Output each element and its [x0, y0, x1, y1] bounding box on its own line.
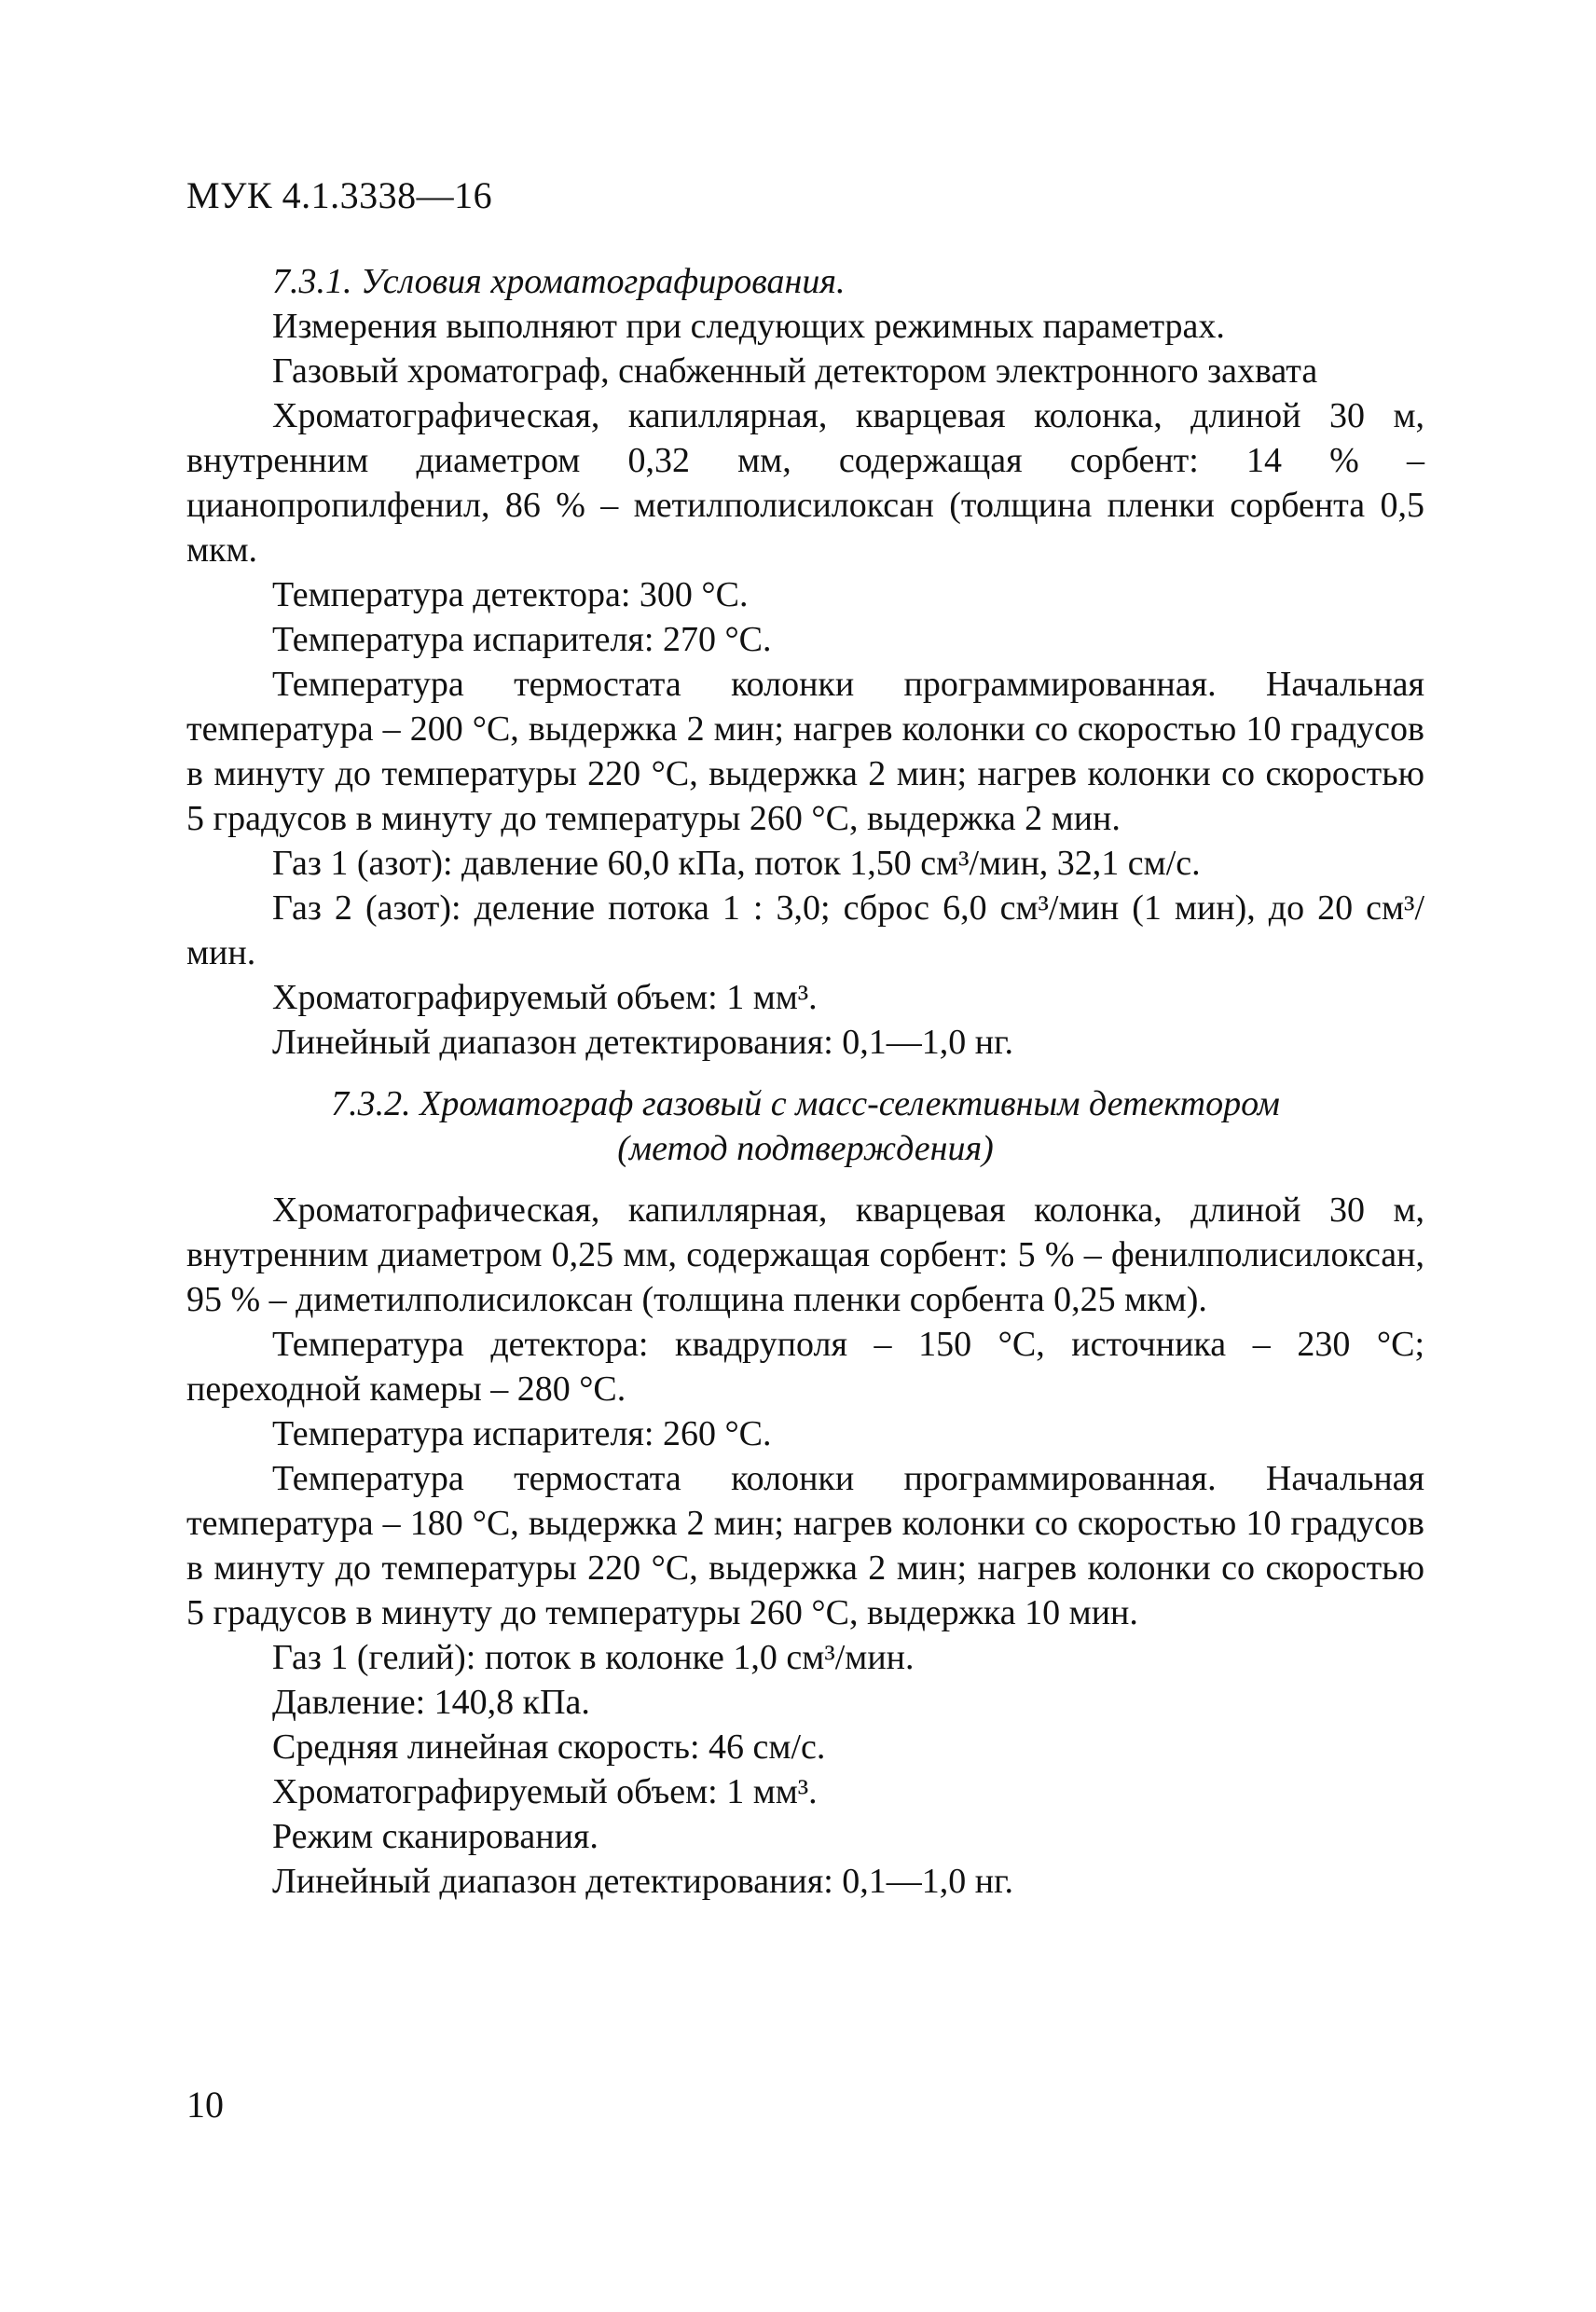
paragraph: Хроматографическая, капиллярная, кварцевая колонка, длиной 30 м, внутренним диаметром 0,25 мм, содержащая сорбент: 5 % – фенилполисилоксан, 95 % – диметилполисилоксан (толщина пленки сорбента 0,25 мкм).	[186, 1190, 1424, 1319]
paragraph: Средняя линейная скорость: 46 см/с.	[272, 1727, 826, 1767]
paragraph: Давление: 140,8 кПа.	[272, 1683, 590, 1722]
paragraph: Режим сканирования.	[272, 1817, 598, 1856]
paragraph: Хроматографируемый объем: 1 мм³.	[272, 978, 818, 1017]
document-body	[186, 259, 1424, 1904]
paragraph: Температура испарителя: 270 °С.	[272, 620, 772, 659]
section-7-3-2-title	[186, 1081, 1424, 1171]
paragraph: Измерения выполняют при следующих режимных параметрах.	[272, 307, 1225, 346]
paragraph: Температура термостата колонки программированная. Начальная температура – 180 °С, выдержка 2 мин; нагрев колонки со скоростью 10 градусов в минуту до температуры 220 °С, выдержка 2 мин; нагрев колонки со скоростью 5 градусов в минуту до температуры 260 °С, выдержка 10 мин.	[186, 1459, 1424, 1632]
page-number: 10	[186, 2084, 224, 2126]
paragraph: Хроматографическая, капиллярная, кварцевая колонка, длиной 30 м, внутренним диаметром 0,32 мм, содержащая сорбент: 14 % – цианопропилфенил, 86 % – метилполисилоксан (толщина пленки сорбента 0,5 мкм.	[186, 396, 1424, 570]
paragraph: Температура испарителя: 260 °С.	[272, 1414, 772, 1453]
section-title-line: 7.3.2. Хроматограф газовый с масс-селективным детектором	[331, 1084, 1280, 1123]
paragraph: Линейный диапазон детектирования: 0,1—1,0 нг.	[272, 1023, 1013, 1062]
section-7-3-1-title: 7.3.1. Условия хроматографирования.	[272, 262, 846, 301]
paragraph: Газ 1 (гелий): поток в колонке 1,0 см³/мин.	[272, 1638, 915, 1677]
paragraph: Температура термостата колонки программированная. Начальная температура – 200 °С, выдержка 2 мин; нагрев колонки со скоростью 10 градусов в минуту до температуры 220 °С, выдержка 2 мин; нагрев колонки со скоростью 5 градусов в минуту до температуры 260 °С, выдержка 2 мин.	[186, 665, 1424, 838]
paragraph: Газовый хроматограф, снабженный детектором электронного захвата	[272, 351, 1318, 391]
document-code-header: МУК 4.1.3338—16	[186, 174, 493, 216]
section-title-line: (метод подтверждения)	[617, 1129, 994, 1168]
paragraph: Газ 1 (азот): давление 60,0 кПа, поток 1,50 см³/мин, 32,1 см/с.	[272, 844, 1201, 883]
paragraph: Хроматографируемый объем: 1 мм³.	[272, 1772, 818, 1811]
paragraph: Линейный диапазон детектирования: 0,1—1,0 нг.	[272, 1862, 1013, 1901]
paragraph: Температура детектора: 300 °С.	[272, 575, 749, 614]
paragraph: Температура детектора: квадруполя – 150 °С, источника – 230 °С; переходной камеры – 280 °С.	[186, 1325, 1424, 1409]
paragraph: Газ 2 (азот): деление потока 1 : 3,0; сброс 6,0 см³/мин (1 мин), до 20 см³/мин.	[186, 888, 1424, 972]
